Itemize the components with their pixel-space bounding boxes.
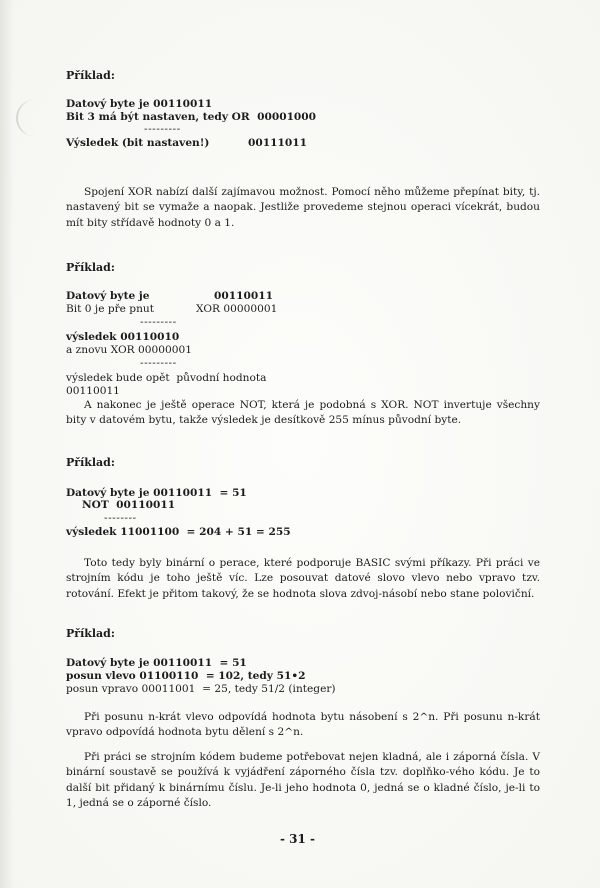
scan-edge-shadow (0, 0, 14, 888)
example1-result-value: 00111011 (248, 137, 307, 149)
example1-heading: Příklad: (66, 69, 115, 82)
example4-line2: posun vlevo 01100110 = 102, tedy 51•2 (66, 670, 306, 682)
example2-line1-value: 00110011 (214, 290, 273, 302)
example3-heading: Příklad: (66, 456, 115, 469)
example1-line1: Datový byte je 00110011 (66, 98, 213, 110)
example2-line3: výsledek 00110010 (66, 331, 180, 343)
example1-line2: Bit 3 má být nastaven, tedy OR 00001000 (66, 111, 317, 123)
example3-line1: Datový byte je 00110011 = 51 (66, 487, 247, 499)
scan-margin-mark (16, 100, 36, 136)
example2-line1-label: Datový byte je (66, 290, 150, 302)
page-number: - 31 - (280, 832, 316, 846)
example4-line3: posun vpravo 00011001 = 25, tedy 51/2 (integer) (66, 683, 336, 695)
example2-line2-value: XOR 00000001 (196, 303, 278, 315)
example2-line6: 00110011 (66, 385, 120, 397)
paragraph-not: A nakonec je ještě operace NOT, která je podobná s XOR. NOT invertuje všechny bity v datovém bytu, takže výsledek je desítkově 255 mínus původní byte. (66, 399, 540, 427)
paragraph-negative-numbers: Při práci se strojním kódem budeme potřebovat nejen kladná, ale i záporná čísla. V binární soustavě se používá k vyjádření záporného čísla tzv. doplňko-vého kódu. Je to další bit přidaný k binárnímu číslu. Je-li jeho hodnota 0, jedná se o kladné číslo, je-li to 1, jedná se o záporné číslo. (66, 751, 540, 809)
example2-separator-2: --------- (140, 357, 177, 369)
example2-heading: Příklad: (66, 261, 115, 274)
example3-line2: NOT 00110011 (82, 499, 176, 511)
paragraph-xor: Spojení XOR nabízí další zajímavou možnost. Pomocí něho můžeme přepínat bity, tj. nastavený bit se vymaže a naopak. Jestliže provedeme stejnou operaci vícekrát, budou mít bity střídavě hodnoty 0 a 1. (66, 186, 540, 229)
example1-result-label: Výsledek (bit nastaven!) (66, 137, 210, 149)
paragraph-rotation: Toto tedy byly binární o perace, které podporuje BASIC svými příkazy. Při práci ve strojním kódu je toho ještě víc. Lze posouvat datové slovo vlevo nebo vpravo tzv. rotování. Efekt je přitom takový, že se hodnota slova zdvoj-násobí nebo stane poloviční. (66, 557, 540, 600)
example2-line4: a znovu XOR 00000001 (66, 344, 192, 356)
example2-line2-label: Bit 0 je pře pnut (66, 303, 154, 315)
paragraph-shift: Při posunu n-krát vlevo odpovídá hodnota bytu násobení s 2^n. Při posunu n-krát vpravo odpovídá hodnota bytu dělení s 2^n. (66, 711, 540, 739)
example2-line5: výsledek bude opět původní hodnota (66, 372, 267, 384)
example3-separator: -------- (104, 512, 137, 524)
example4-line1: Datový byte je 00110011 = 51 (66, 657, 247, 669)
example2-separator-1: --------- (140, 316, 177, 328)
example4-heading: Příklad: (66, 627, 115, 640)
example3-line3: výsledek 11001100 = 204 + 51 = 255 (66, 526, 291, 538)
example1-separator: --------- (144, 123, 181, 135)
